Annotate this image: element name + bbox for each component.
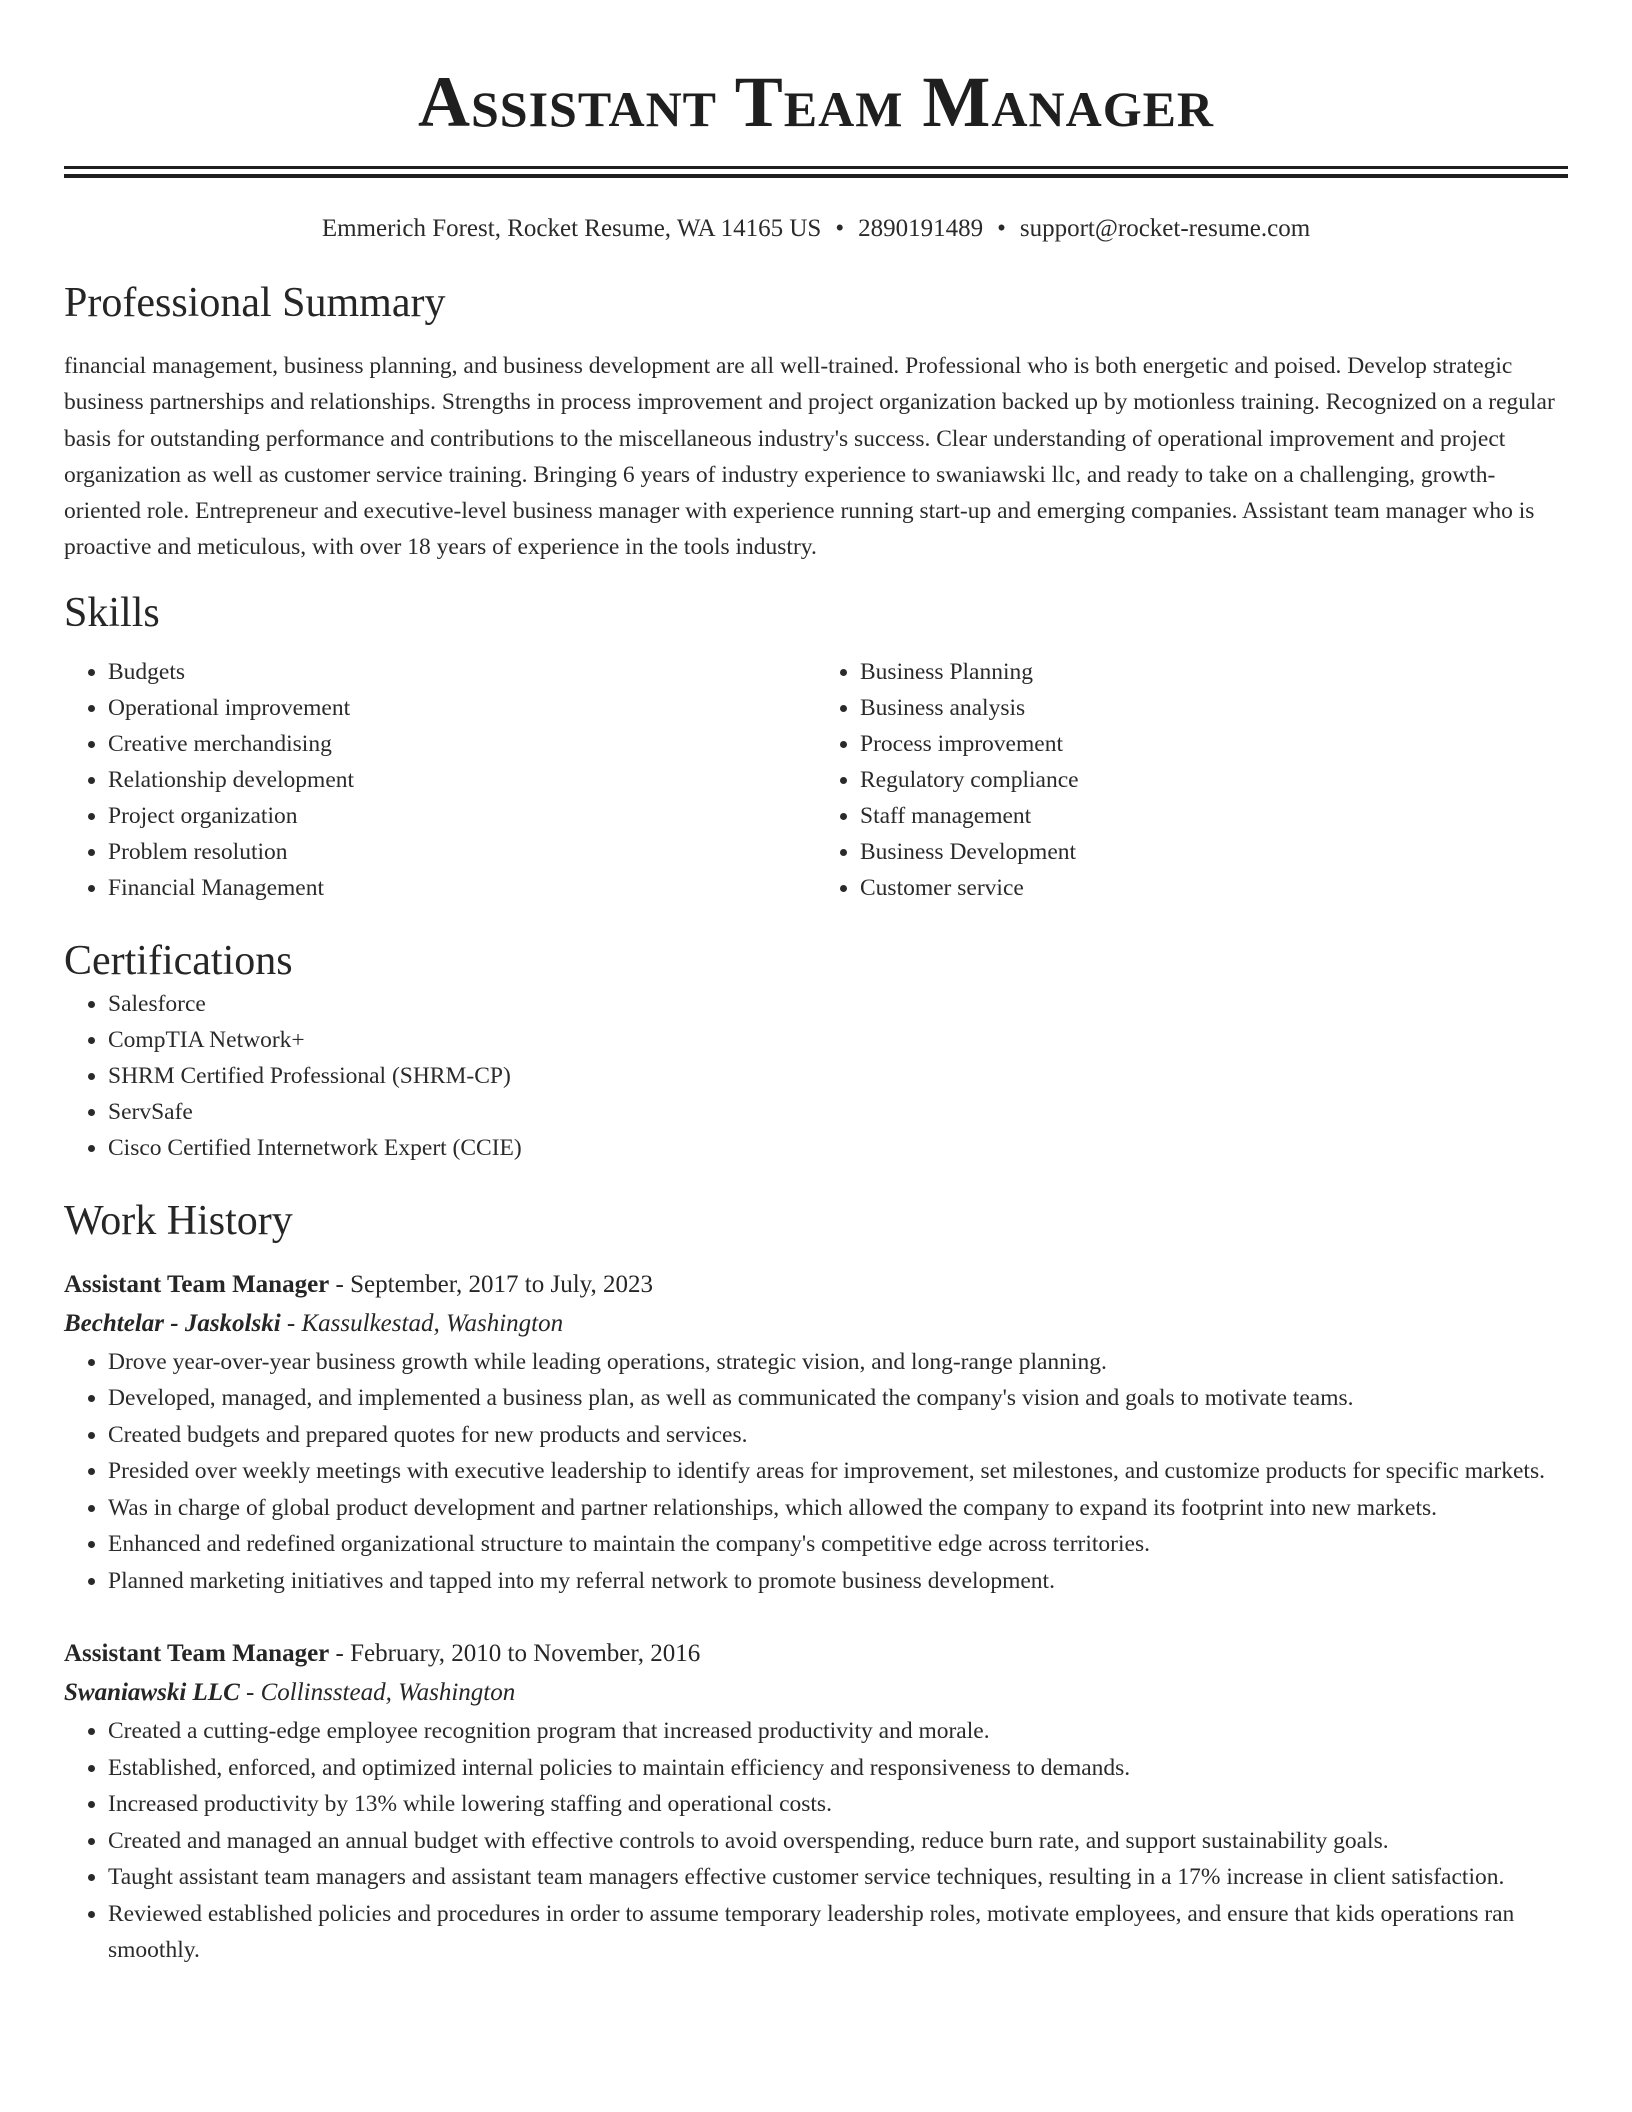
skill-item: • Budgets <box>108 654 816 690</box>
job-duty: • Was in charge of global product development and partner relationships, which allowed the company to expand its footprint into new markets. <box>108 1490 1568 1527</box>
skill-item: • Business analysis <box>860 690 1568 726</box>
certification-item: • Salesforce <box>108 986 1568 1022</box>
job-duty: • Presided over weekly meetings with executive leadership to identify areas for improvement, set milestones, and customize products for specific markets. <box>108 1453 1568 1490</box>
skill-item: • Regulatory compliance <box>860 762 1568 798</box>
skill-item: • Financial Management <box>108 870 816 906</box>
work-history-heading: Work History <box>64 1197 293 1244</box>
resume-page <box>64 0 1568 1969</box>
job-duty: • Developed, managed, and implemented a business plan, as well as communicated the company's vision and goals to motivate teams. <box>108 1380 1568 1417</box>
job-location: - Collinsstead, Washington <box>239 1679 516 1707</box>
skill-item: • Relationship development <box>108 762 816 798</box>
skills-column-left <box>64 654 816 906</box>
job-title-line <box>64 1635 1568 1673</box>
job-duty: • Planned marketing initiatives and tapped into my referral network to promote business development. <box>108 1563 1568 1600</box>
job-duties-list <box>64 1344 1568 1600</box>
summary-heading: Professional Summary <box>64 280 446 326</box>
contact-phone: 2890191489 <box>858 215 984 242</box>
skill-item: • Process improvement <box>860 726 1568 762</box>
title-divider <box>64 166 1568 178</box>
skill-item: • Problem resolution <box>108 834 816 870</box>
skills-list <box>64 654 1568 906</box>
job-duty: • Created and managed an annual budget with effective controls to avoid overspending, reduce burn rate, and support sustainability goals. <box>108 1823 1568 1860</box>
job-duty: • Created a cutting-edge employee recognition program that increased productivity and morale. <box>108 1713 1568 1750</box>
skill-item: • Business Planning <box>860 654 1568 690</box>
job-duties-list <box>64 1713 1568 1969</box>
job-dates: - February, 2010 to November, 2016 <box>329 1640 701 1668</box>
job-company: Swaniawski LLC <box>64 1679 240 1707</box>
skill-item: • Creative merchandising <box>108 726 816 762</box>
contact-separator: • <box>835 215 845 242</box>
job-location: - Kassulkestad, Washington <box>280 1309 564 1337</box>
job-company: Bechtelar - Jaskolski <box>64 1309 281 1337</box>
skills-column-right <box>816 654 1568 906</box>
certifications-heading: Certifications <box>64 937 293 984</box>
job-dates: - September, 2017 to July, 2023 <box>329 1270 654 1298</box>
skill-item: • Business Development <box>860 834 1568 870</box>
certification-item: • Cisco Certified Internetwork Expert (CCIE) <box>108 1130 1568 1166</box>
job-duty: • Increased productivity by 13% while lowering staffing and operational costs. <box>108 1786 1568 1823</box>
skill-item: • Operational improvement <box>108 690 816 726</box>
job-company-line <box>64 1673 1568 1713</box>
job-duty: • Established, enforced, and optimized internal policies to maintain efficiency and responsiveness to demands. <box>108 1750 1568 1787</box>
job-title-line <box>64 1266 1568 1304</box>
skill-item: • Customer service <box>860 870 1568 906</box>
job-company-line <box>64 1304 1568 1344</box>
job-duty: • Drove year-over-year business growth while leading operations, strategic vision, and long-range planning. <box>108 1344 1568 1381</box>
job-title: Assistant Team Manager <box>64 1640 330 1668</box>
resume-title: Assistant Team Manager <box>417 62 1215 142</box>
certification-item: • ServSafe <box>108 1094 1568 1130</box>
summary-text: financial management, business planning, and business development are all well-trained. Professional who is both energetic and poised. Develop strategic business partnerships and relationships. Strengths in process improvement and project organization backed up by motionless training. Recognized on a regular basis for outstanding performance and contributions to the miscellaneous industry's success. Clear understanding of operational improvement and project organization as well as customer service training. Bringing 6 years of industry experience to swaniawski llc, and ready to take on a challenging, growth-oriented role. Entrepreneur and executive-level business manager with experience running start-up and emerging companies. Assistant team manager who is proactive and meticulous, with over 18 years of experience in the tools industry. <box>64 353 1555 561</box>
job-duty: • Enhanced and redefined organizational structure to maintain the company's competitive edge across territories. <box>108 1526 1568 1563</box>
contact-email: support@rocket-resume.com <box>1019 215 1311 242</box>
contact-address: Emmerich Forest, Rocket Resume, WA 14165 US <box>321 215 822 242</box>
job-entry <box>64 1266 1568 1600</box>
contact-separator: • <box>997 215 1006 242</box>
skill-item: • Staff management <box>860 798 1568 834</box>
job-duty: • Taught assistant team managers and assistant team managers effective customer service techniques, resulting in a 17% increase in client satisfaction. <box>108 1859 1568 1896</box>
job-duty: • Reviewed established policies and procedures in order to assume temporary leadership roles, motivate employees, and ensure that kids operations ran smoothly. <box>108 1896 1568 1969</box>
contact-line <box>64 214 1568 244</box>
certification-item: • CompTIA Network+ <box>108 1022 1568 1058</box>
job-title: Assistant Team Manager <box>64 1270 330 1298</box>
job-entry <box>64 1635 1568 1969</box>
job-duty: • Created budgets and prepared quotes for new products and services. <box>108 1417 1568 1454</box>
certification-item: • SHRM Certified Professional (SHRM-CP) <box>108 1058 1568 1094</box>
skills-heading: Skills <box>64 589 160 636</box>
skill-item: • Project organization <box>108 798 816 834</box>
certifications-list <box>64 986 1568 1166</box>
